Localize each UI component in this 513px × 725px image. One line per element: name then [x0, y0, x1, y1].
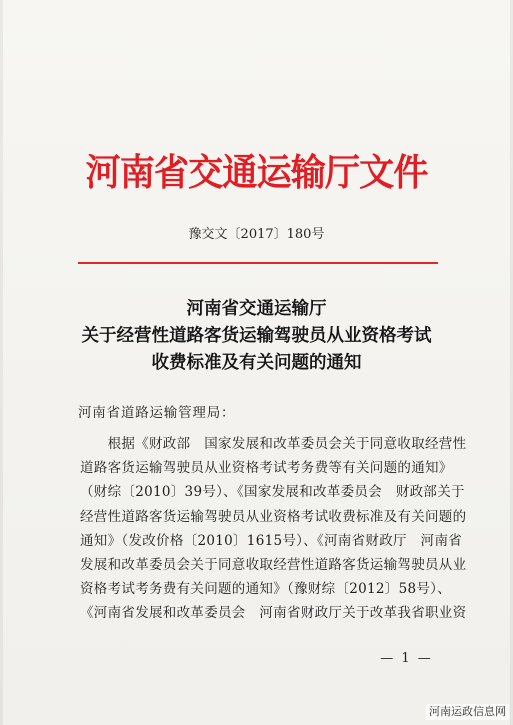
body-line: 《河南省发展和改革委员会 河南省财政厅关于改革我省职业资	[80, 605, 467, 622]
body-line: （财综〔2010〕39号）、《国家发展和改革委员会 财政部关于	[80, 484, 465, 501]
letterhead-divider	[78, 262, 438, 264]
site-watermark: 河南运政信息网	[426, 704, 509, 720]
notice-body	[80, 432, 467, 626]
salutation: 河南省道路运输管理局：	[78, 405, 236, 421]
body-line: 道路客货运输驾驶员从业资格考试考务费等有关问题的通知》	[80, 460, 453, 477]
notice-title-line: 河南省交通运输厅	[186, 299, 327, 319]
notice-title-line: 收费标准及有关问题的通知	[151, 353, 362, 373]
notice-title-line: 关于经营性道路客货运输驾驶员从业资格考试	[81, 326, 432, 346]
body-line: 资格考试考务费有关问题的通知》（豫财综〔2012〕58号）、	[80, 581, 452, 598]
body-line: 根据《财政部 国家发展和改革委员会关于同意收取经营性	[80, 436, 467, 452]
body-line: 通知》（发改价格〔2010〕1615号）、《河南省财政厅 河南省	[80, 532, 463, 549]
body-line: 经营性道路客货运输驾驶员从业资格考试收费标准及有关问题的	[80, 508, 467, 525]
letterhead-title: 河南省交通运输厅文件	[85, 150, 428, 194]
notice-title	[0, 296, 513, 377]
document-number: 豫交文〔2017〕180号	[188, 227, 325, 242]
body-line: 发展和改革委员会关于同意收取经营性道路客货运输驾驶员从业	[80, 557, 467, 574]
page-number: — 1 —	[380, 651, 433, 666]
